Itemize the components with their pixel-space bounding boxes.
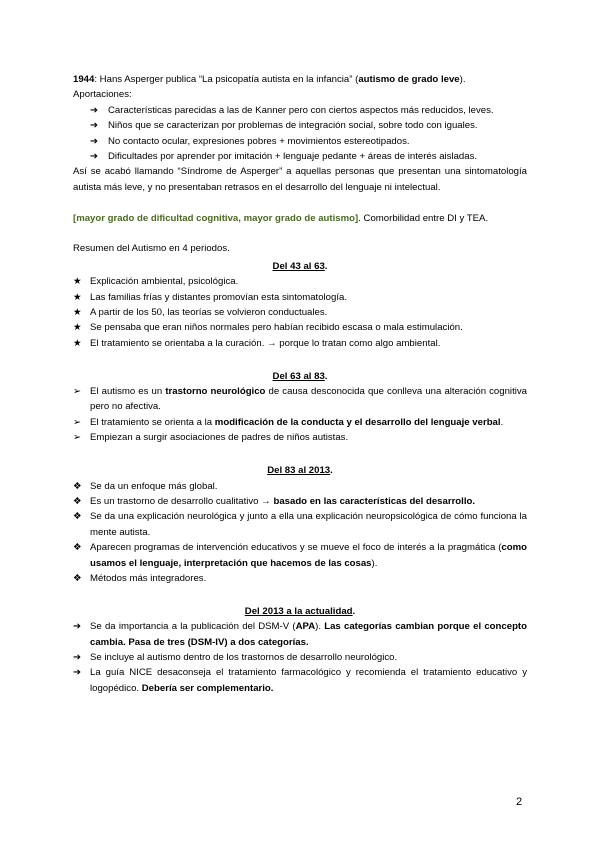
period-heading-43-63: Del 43 al 63.	[272, 260, 328, 272]
list-item: ❖ Es un trastorno de desarrollo cualitativo → basado en las características del desarrollo.	[73, 494, 527, 509]
list-item: ➢ El tratamiento se orienta a la modificación de la conducta y el desarrollo del lenguaje verbal.	[73, 415, 527, 430]
list-item: ❖ Se da una explicación neurológica y junto a ella una explicación neuropsicológica de cómo funciona la mente autista.	[73, 511, 527, 538]
period-heading-63-83: Del 63 al 83.	[272, 370, 328, 382]
arrow-icon: ➔	[73, 651, 82, 663]
list-item: ★ A partir de los 50, las teorías se volvieron conductuales.	[73, 305, 527, 320]
star-icon: ★	[73, 322, 82, 334]
list-item: ➔ Características parecidas a las de Kanner pero con ciertos aspectos más reducidos, leves.	[73, 103, 527, 118]
page-number: 2	[516, 796, 523, 808]
diamond-icon: ❖	[73, 572, 82, 584]
comorbidity-line: [mayor grado de dificultad cognitiva, mayor grado de autismo]. Comorbilidad entre DI y TEA.	[73, 212, 489, 224]
period-list-63-83	[73, 384, 527, 446]
diamond-icon: ❖	[73, 495, 82, 507]
asperger-paragraph: Así se acabó llamando “Síndrome de Asperger” a aquellas personas que presentan una sintomatología autista más leve, y no presentaban retrasos en el desarrollo del lenguaje ni intelectual.	[73, 166, 527, 193]
list-item: ➔ No contacto ocular, expresiones pobres + movimientos estereotipados.	[73, 134, 527, 149]
list-item: ➢ Empiezan a surgir asociaciones de padres de niños autistas.	[73, 430, 527, 445]
diamond-icon: ❖	[73, 542, 82, 554]
star-icon: ★	[73, 276, 82, 288]
chevron-arrow-icon: ➢	[73, 416, 82, 428]
arrow-icon: ➔	[73, 621, 82, 633]
list-item: ❖ Se da un enfoque más global.	[73, 479, 527, 494]
asperger-intro: 1944: Hans Asperger publica “La psicopatía autista en la infancia” (autismo de grado leve).	[73, 74, 466, 85]
star-icon: ★	[73, 307, 82, 319]
list-item: ❖ Métodos más integradores.	[73, 571, 527, 586]
arrow-icon: ➔	[90, 104, 99, 116]
period-heading-83-2013: Del 83 al 2013.	[267, 465, 333, 477]
star-icon: ★	[73, 291, 82, 303]
list-item: ❖ Aparecen programas de intervención educativos y se mueve el foco de interés a la pragmática (como usamos el lenguaje, interpretación que hacemos de las cosas).	[73, 542, 527, 569]
list-item: ➔ Niños que se caracterizan por problemas de integración social, sobre todo con iguales.	[73, 118, 527, 133]
list-item: ➢ El autismo es un trastorno neurológico de causa desconocida que conlleva una alteración cognitiva pero no afectiva.	[73, 386, 527, 413]
arrow-icon: ➔	[90, 135, 99, 147]
diamond-icon: ❖	[73, 480, 82, 492]
period-list-43-63	[73, 274, 527, 351]
list-item: ➔ Dificultades por aprender por imitación + lenguaje pedante + áreas de interés aisladas.	[73, 149, 527, 164]
aportaciones-label: Aportaciones:	[73, 89, 132, 101]
period-list-83-2013	[73, 479, 527, 587]
list-item: ★ Las familias frías y distantes promovían esta sintomatología.	[73, 290, 527, 305]
period-list-2013-actualidad	[73, 619, 527, 696]
diamond-icon: ❖	[73, 511, 82, 523]
year-1944: 1944	[73, 74, 95, 85]
document-page	[73, 72, 527, 696]
list-item: ➔ Se incluye al autismo dentro de los trastornos de desarrollo neurológico.	[73, 650, 527, 665]
list-item: ★ El tratamiento se orientaba a la curación. → porque lo tratan como algo ambiental.	[73, 336, 527, 351]
chevron-arrow-icon: ➢	[73, 432, 82, 444]
star-icon: ★	[73, 337, 82, 349]
list-item: ★ Se pensaba que eran niños normales pero habían recibido escasa o mala estimulación.	[73, 320, 527, 335]
arrow-icon: ➔	[90, 120, 99, 132]
list-item: ★ Explicación ambiental, psicológica.	[73, 274, 527, 289]
aportaciones-list	[73, 103, 527, 165]
arrow-icon: ➔	[73, 667, 82, 679]
list-item: ➔ La guía NICE desaconseja el tratamiento farmacológico y recomienda el tratamiento educativo y logopédico. Debería ser complementario.	[73, 667, 527, 694]
period-heading-2013-actualidad: Del 2013 a la actualidad.	[244, 605, 356, 617]
arrow-icon: ➔	[90, 151, 99, 163]
list-item: ➔ Se da importancia a la publicación del DSM-V (APA). Las categorías cambian porque el concepto cambia. Pasa de tres (DSM-IV) a dos categorías.	[73, 621, 527, 648]
chevron-arrow-icon: ➢	[73, 386, 82, 398]
summary-intro: Resumen del Autismo en 4 periodos.	[73, 243, 230, 255]
